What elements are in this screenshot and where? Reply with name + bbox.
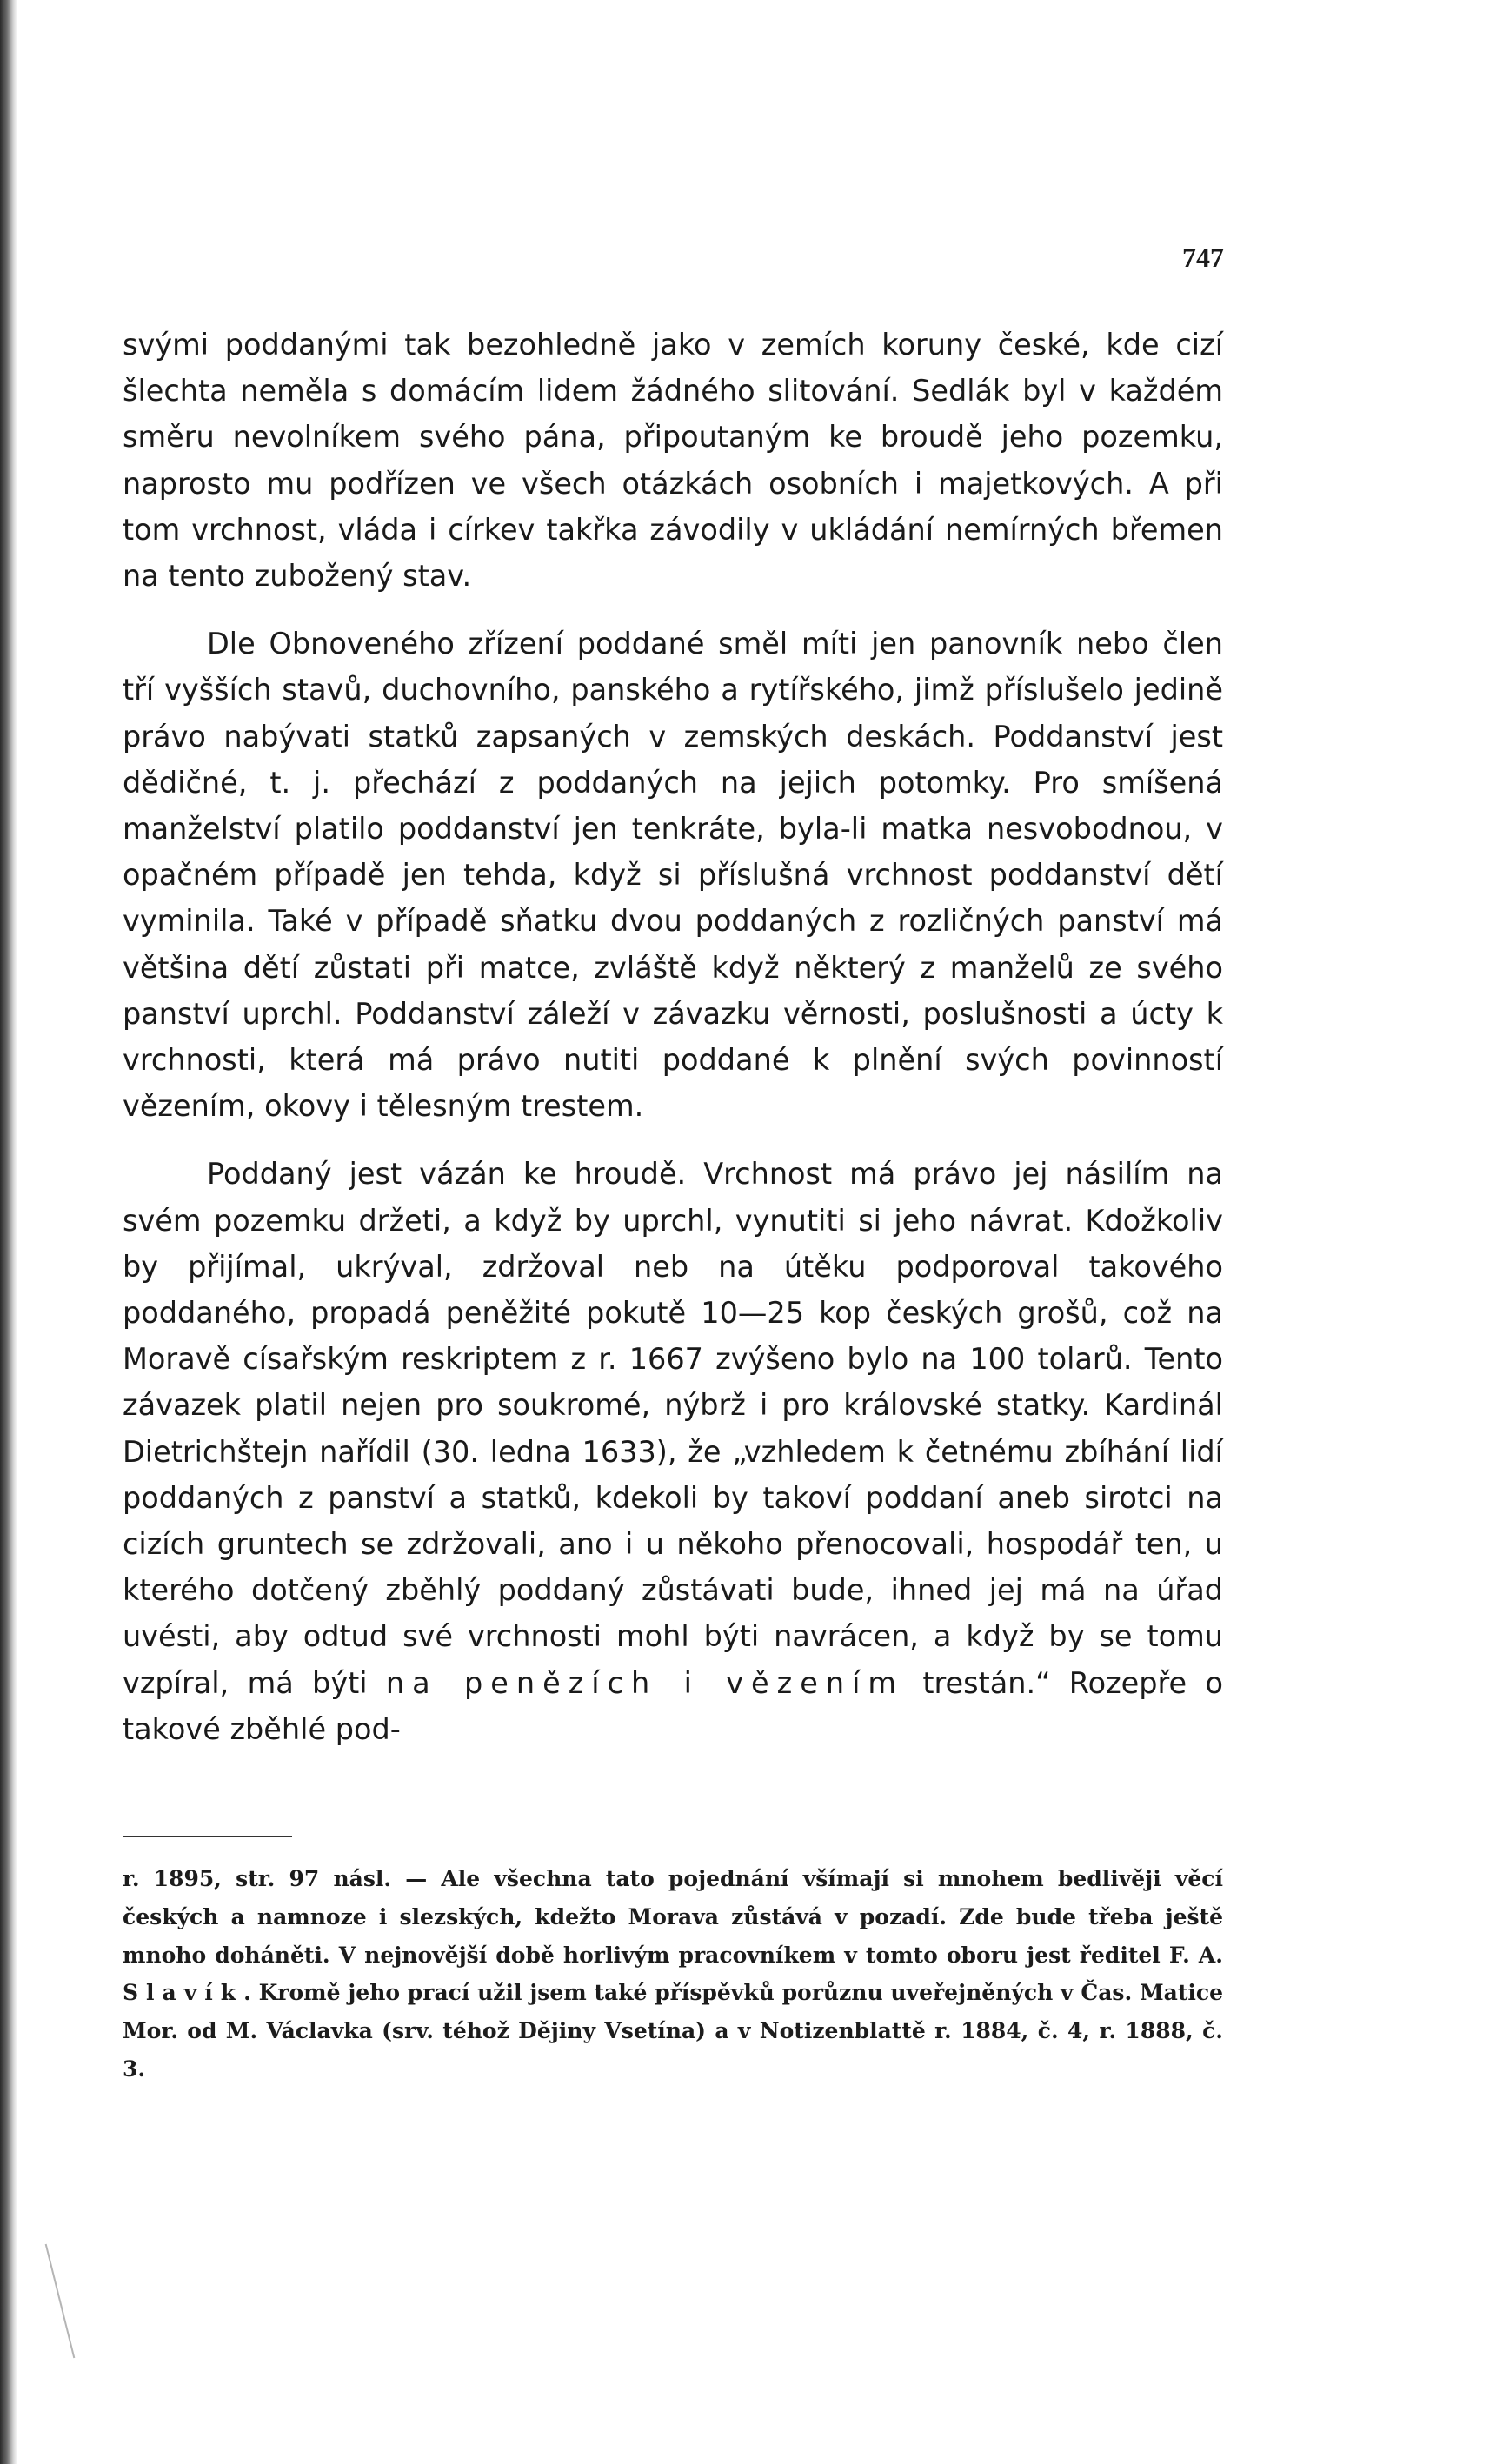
paragraph-2: Dle Obnoveného zřízení poddané směl míti jen panovník nebo člen tří vyšších stavů, duchovního, panského a rytířského, jimž příslušelo jedině právo nabývati statků zapsaných v zemských deskách. Poddanství jest dědičné, t. j. přechází z poddaných na jejich potomky. Pro smíšená manželství platilo poddanství jen tenkráte, byla-li matka nesvobodnou, v opačném případě jen tehda, když si příslušná vrchnost poddanství dětí vyminila. Také v případě sňatku dvou poddaných z rozličných panství má většina dětí zůstati při matce, zvláště když některý z manželů ze svého panství uprchl. Poddanství záleží v závazku věrnosti, poslušnosti a úcty k vrchnosti, která má právo nutiti poddané k plnění svých povinností vězením, okovy i tělesným trestem. (123, 627, 1223, 1124)
footnote (123, 1860, 1223, 2089)
main-text (123, 322, 1223, 1752)
paragraph-3-text-before: Poddaný jest vázán ke hroudě. Vrchnost má právo jej násilím na svém pozemku držeti, a když by uprchl, vynutiti si jeho návrat. Kdožkoliv by přijímal, ukrýval, zdržoval neb na útěku podporoval takového poddaného, propadá peněžité pokutě 10—25 kop českých grošů, což na Moravě císařským reskriptem z r. 1667 zvýšeno bylo na 100 tolarů. Tento závazek platil nejen pro soukromé, nýbrž i pro královské statky. Kardinál Dietrichštejn nařídil (30. ledna 1633), že „vzhledem k četnému zbíhání lidí poddaných z panství a statků, kdekoli by takoví poddaní aneb sirotci na cizích gruntech se zdržovali, ano i u někoho přenocovali, hospodář ten, u kterého dotčený zběhlý poddaný zůstávati bude, ihned jej má na úřad uvésti, aby odtud své vrchnosti mohl býti navrácen, a když by se tomu vzpíral, má býti (123, 1157, 1223, 1700)
paragraph-3-text-after: trestán.“ Rozepře o takové zběhlé pod- (123, 1665, 1223, 1746)
scan-mark (45, 2244, 76, 2358)
footnote-text-before: r. 1895, str. 97 násl. — Ale všechna tato pojednání všímají si mnohem bedlivěji věcí českých a namnoze i slezských, kdežto Morava zůstává v pozadí. Zde bude třeba ještě mnoho doháněti. V nejnovější době horlivým pracovníkem v tomto oboru jest ředitel F. A. (123, 1866, 1223, 1968)
page-number: 747 (1182, 242, 1224, 273)
paragraph-1: svými poddanými tak bezohledně jako v zemích koruny české, kde cizí šlechta neměla s domácím lidem žádného slitování. Sedlák byl v každém směru nevolníkem svého pána, připoutaným ke broudě jeho pozemku, naprosto mu podřízen ve všech otázkách osobních i majetkových. A při tom vrchnost, vláda i církev takřka závodily v ukládání nemírných břemen na tento zubožený stav. (123, 328, 1223, 594)
binding-edge-shadow (0, 0, 17, 2464)
footnote-text-after: . Kromě jeho prací užil jsem také příspěvků porůznu uveřejněných v Čas. Matice Mor. od M. Václavka (srv. téhož Dějiny Vsetína) a v Notizenblattě r. 1884, č. 4, r. 1888, č. 3. (123, 1980, 1223, 2082)
footnote-separator (123, 1836, 292, 1837)
paragraph-3-emphasis: na penězích i vězením (385, 1665, 905, 1700)
footnote-emphasis: Slavík (123, 1980, 244, 2006)
paragraph-3 (123, 1151, 1223, 1752)
